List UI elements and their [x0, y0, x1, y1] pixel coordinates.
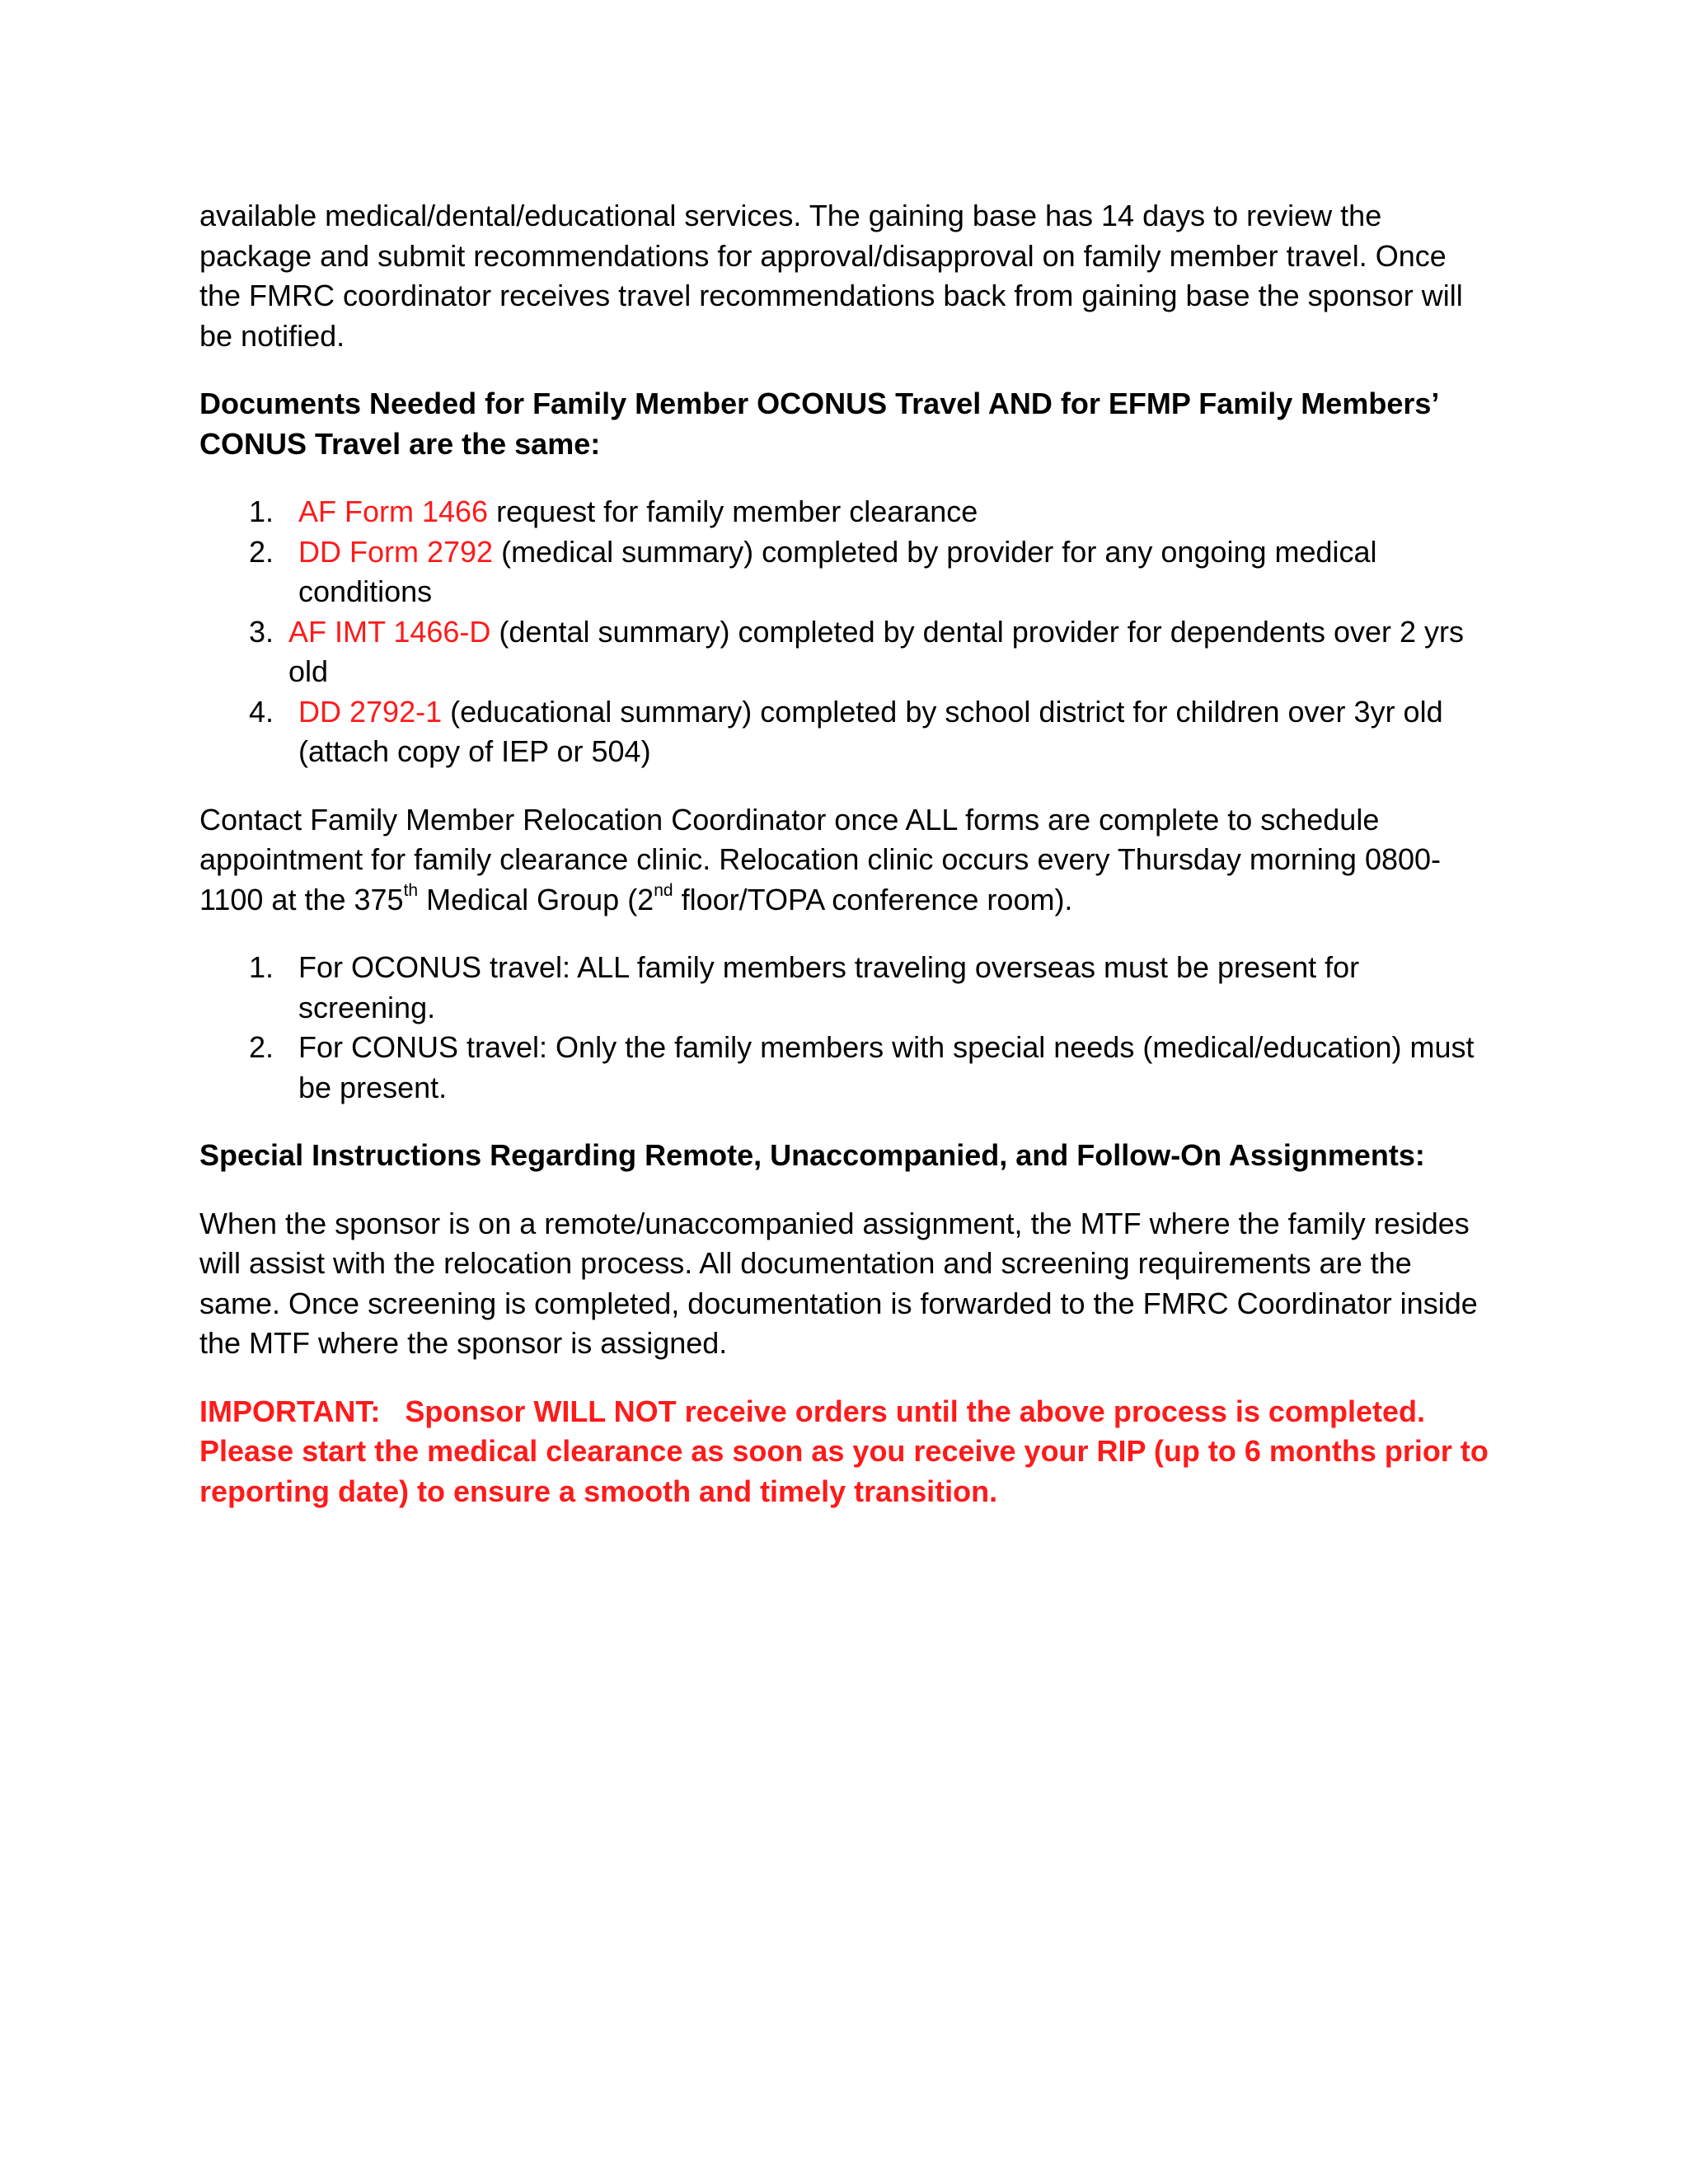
form-link[interactable]: AF IMT 1466-D [288, 614, 491, 649]
list-item-number: 2. [249, 534, 274, 569]
list-item [199, 492, 1493, 532]
form-link[interactable]: AF Form 1466 [298, 494, 489, 528]
list-item-text: (dental summary) completed by dental provider for dependents over 2 yrs old [288, 614, 1465, 688]
list-item [199, 1028, 1493, 1108]
contact-paragraph [199, 800, 1493, 921]
list-item-text: (educational summary) completed by school district for children over 3yr old (attach copy of IEP or 504) [298, 694, 1443, 768]
document-body [199, 196, 1493, 1511]
contact-text-1: Contact Family Member Relocation Coordinator once ALL forms are complete to schedule appointment for family clearance clinic. Relocation clinic occurs every Thursday morning 0800-1100 at the 375 [199, 802, 1442, 916]
list-item [199, 692, 1493, 772]
superscript-nd: nd [654, 880, 673, 900]
documents-list [199, 492, 1493, 772]
list-item-number: 1. [249, 950, 274, 984]
list-item-text: request for family member clearance [488, 494, 978, 528]
intro-paragraph: available medical/dental/educational services. The gaining base has 14 days to review the package and submit recommendations for approval/disapproval on family member travel. Once the FMRC coordinator receives travel recommendations back from gaining base the sponsor will be notified. [199, 199, 1463, 353]
list-item-number: 1. [249, 494, 274, 528]
travel-list [199, 948, 1493, 1108]
important-notice [199, 1392, 1493, 1512]
special-instructions-heading: Special Instructions Regarding Remote, Unaccompanied, and Follow-On Assignments: [199, 1138, 1425, 1172]
form-link[interactable]: DD Form 2792 [298, 534, 494, 569]
contact-text-2: Medical Group (2 [418, 882, 654, 916]
special-instructions-paragraph: When the sponsor is on a remote/unaccompanied assignment, the MTF where the family resides will assist with the relocation process. All documentation and screening requirements are the same. Once screening is completed, documentation is forwarded to the FMRC Coordinator inside the MTF where the sponsor is assigned. [199, 1206, 1478, 1360]
list-item [199, 612, 1493, 692]
list-item-number: 2. [249, 1030, 274, 1064]
list-item [199, 948, 1493, 1028]
list-item-text: For OCONUS travel: ALL family members traveling overseas must be present for screening. [298, 950, 1360, 1024]
list-item-text: (medical summary) completed by provider for any ongoing medical conditions [298, 534, 1377, 608]
superscript-th: th [403, 880, 419, 900]
documents-heading: Documents Needed for Family Member OCONUS Travel AND for EFMP Family Members’ CONUS Travel are the same: [199, 387, 1438, 461]
important-label: IMPORTANT: [199, 1394, 381, 1428]
list-item-number: 3. [249, 614, 274, 649]
contact-text-3: floor/TOPA conference room). [673, 882, 1073, 916]
list-item [199, 532, 1493, 612]
important-text: Sponsor WILL NOT receive orders until the above process is completed. Please start the medical clearance as soon as you receive your RIP (up to 6 months prior to reporting date) to ensure a smooth and timely transition. [199, 1394, 1489, 1508]
list-item-text: For CONUS travel: Only the family members with special needs (medical/education) must be present. [298, 1030, 1475, 1104]
form-link[interactable]: DD 2792-1 [298, 694, 443, 729]
list-item-number: 4. [249, 694, 274, 729]
